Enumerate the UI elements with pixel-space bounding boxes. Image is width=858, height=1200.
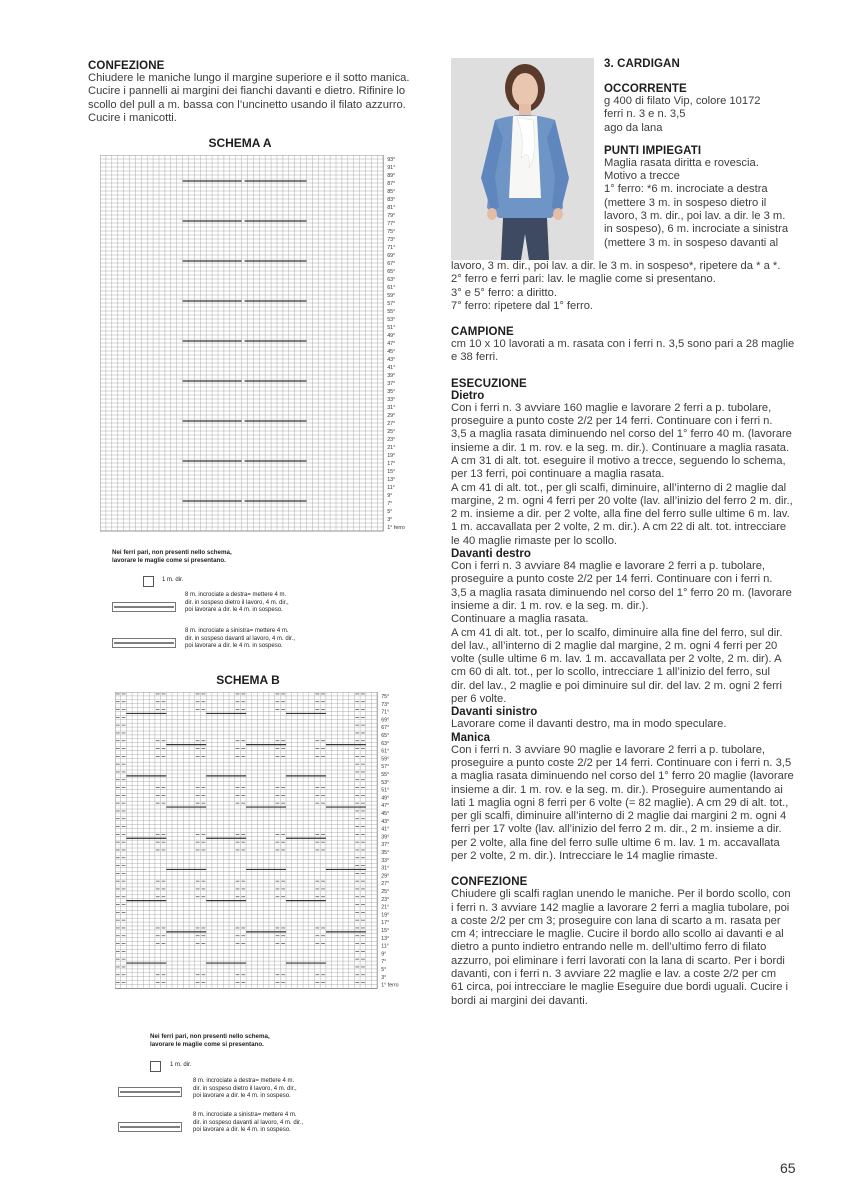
row-label: 65° <box>381 733 390 739</box>
row-label: 19° <box>387 453 396 459</box>
text-line: azzurro, poi eliminare i ferri lavorati con la lana di scarto. Per i bordi <box>451 954 785 967</box>
text-line: A cm 31 di alt. tot. eseguire il motivo a trecce, seguendo lo schema, <box>451 454 786 467</box>
row-label: 39° <box>381 834 390 841</box>
row-label: 11° <box>381 943 389 950</box>
text-line: dietro a punto indietro entrando nelle m. dell’ultimo ferro di filato <box>451 941 767 954</box>
legend-note: Nei ferri pari, non presenti nello schema, lavorare le maglie come si presentano. <box>150 1033 270 1048</box>
confezione-text <box>88 72 435 125</box>
text-line: a coste 2/2 per cm 3; proseguire con lana di scarto a m. rasata per <box>451 914 781 927</box>
text-line: insieme a dir. 1 m. rov. e la seg. m. dir.). Continuare a maglia rasata. <box>451 441 790 454</box>
manica-heading: Manica <box>451 731 490 744</box>
row-label: 19° <box>381 912 390 919</box>
row-label: 49° <box>387 333 396 339</box>
row-label: 91° <box>387 165 396 171</box>
row-label: 51° <box>387 325 396 331</box>
schema-b-chart <box>115 692 435 1002</box>
text-line: Cucire i manicotti. <box>88 111 177 124</box>
text-line: 3° e 5° ferro: a diritto. <box>451 286 557 299</box>
row-label: 41° <box>381 826 390 833</box>
row-label: 45° <box>381 811 390 817</box>
text-line: 61 circa, poi intrecciare le maglie Eseguire due bordi uguali. Cucire i <box>451 981 789 994</box>
text-line: (mettere 3 m. in sospeso dietro il <box>604 196 767 209</box>
text-line: Chiudere gli scalfi raglan unendo le maniche. Per il bordo scollo, con <box>451 888 791 901</box>
row-label: 49° <box>381 795 390 802</box>
text-line: lati 1 maglia ogni 8 ferri per 6 volte (= 82 maglie). A cm 29 di alt. tot., <box>451 796 789 809</box>
legend-key-3: 8 m. incrociate a sinistra= mettere 4 m. dir. in sospeso davanti al lavoro, 4 m. dir., poi lavorare a dir. le 4 m. in sospeso. <box>185 628 296 650</box>
row-label: 31° <box>387 405 396 411</box>
text-line: in sospeso), 6 m. incrociate a sinistra <box>604 223 789 236</box>
row-label: 65° <box>387 269 396 275</box>
row-label: 23° <box>381 896 390 903</box>
row-label: 83° <box>387 197 396 203</box>
right-cross-symbol <box>118 1087 182 1097</box>
row-label: 25° <box>381 889 390 895</box>
row-label: 17° <box>387 461 396 467</box>
row-label: 85° <box>387 189 396 195</box>
row-label: 59° <box>387 293 396 299</box>
section-heading: CONFEZIONE <box>88 60 165 72</box>
row-label: 73° <box>381 701 390 708</box>
text-line: scollo del pull a m. bassa con l’uncinetto usando il filato azzurro. <box>88 98 406 111</box>
legend-key-2: 8 m. incrociate a destra= mettere 4 m. dir. in sospeso dietro il lavoro, 4 m. dir., poi lavorare a dir. le 4 m. in sospeso. <box>185 592 289 614</box>
row-label: 75° <box>387 229 396 235</box>
legend-key-1: 1 m. dir. <box>162 577 184 583</box>
row-label: 61° <box>387 285 396 291</box>
text-line: per 13 ferri, poi continuare a maglia rasata. <box>451 468 665 481</box>
left-cross-symbol <box>112 638 176 648</box>
pattern-title: 3. CARDIGAN <box>604 58 680 70</box>
row-label: 87° <box>387 181 396 187</box>
occorrente-text <box>604 95 800 135</box>
left-cross-symbol <box>118 1122 182 1132</box>
text-line: (mettere 3 m. in sospeso davanti al <box>604 236 779 249</box>
davanti-destro-text <box>451 560 799 706</box>
row-label: 35° <box>387 389 396 395</box>
punti-text <box>604 157 800 250</box>
schema-b-title: SCHEMA B <box>216 673 280 687</box>
text-line: le 40 maglie rimaste per lo scollo. <box>451 534 618 547</box>
row-label: 55° <box>387 309 396 315</box>
text-line: proseguire a punto coste 2/2 per 14 ferri. Continuare con i ferri n. 3,5 <box>451 756 792 769</box>
dietro-heading: Dietro <box>451 389 485 402</box>
knit-stitch-symbol <box>150 1061 161 1072</box>
text-line: 2 m. insieme a dir. per 2 volte, alla fine del ferro sulle ultime 6 m. lav. <box>451 508 790 521</box>
text-line: lavoro, 3 m. dir., poi lav. a dir. le 3 m. in sospeso*, ripetere da * a *. <box>451 260 781 272</box>
row-label: 5° <box>381 967 387 973</box>
row-label: 63° <box>387 277 396 283</box>
row-label: 69° <box>387 253 396 259</box>
legend-key-3: 8 m. incrociate a sinistra= mettere 4 m. dir. in sospeso davanti al lavoro, 4 m. dir., poi lavorare a dir. le 4 m. in sospeso. <box>193 1112 304 1134</box>
text-line: margine, 2 m. ogni 4 ferri per 20 volte (lav. all’inizio del ferro 2 m. dir., <box>451 494 793 507</box>
row-label: 27° <box>387 421 396 427</box>
right-cross-symbol <box>112 602 176 612</box>
row-label: 61° <box>381 748 390 755</box>
row-label: 25° <box>387 429 396 435</box>
row-label: 21° <box>387 445 396 451</box>
row-label: 55° <box>381 772 390 778</box>
text-line: 1 m. accavallata per 2 volte, 2 m. dir.). A cm 22 di alt. tot. intrecciare <box>451 521 787 534</box>
text-line: cm 4; intrecciare le maglie. Cucire il bordo allo scollo ai davanti e al <box>451 928 784 941</box>
text-line: bordi ai margini dei davanti. <box>451 994 588 1007</box>
text-line: Motivo a trecce <box>604 170 680 183</box>
punti-heading: PUNTI IMPIEGATI <box>604 144 702 157</box>
model-photo <box>451 58 594 260</box>
row-label: 51° <box>381 787 390 794</box>
text-line: lavoro, 3 m. dir., poi lav. a dir. le 3 m. <box>604 210 786 223</box>
text-line: A cm 41 di alt. tot., per lo scalfo, diminuire alla fine del ferro, sul dir. <box>451 626 783 639</box>
legend-key-2: 8 m. incrociate a destra= mettere 4 m. dir. in sospeso dietro il lavoro, 4 m. dir., poi lavorare a dir. le 4 m. in sospeso. <box>193 1078 297 1100</box>
text-line: 3,5 a maglia rasata diminuendo nel corso del 1° ferro 20 m. (lavorare <box>451 586 792 599</box>
row-label: 47° <box>387 341 396 347</box>
row-label: 43° <box>387 357 396 363</box>
row-label: 53° <box>381 779 390 786</box>
row-label: 41° <box>387 365 396 371</box>
text-line: 2° ferro e ferri pari: lav. le maglie come si presentano. <box>451 273 716 286</box>
cardigan-header <box>604 58 800 250</box>
row-label: 29° <box>387 413 396 419</box>
row-label: 45° <box>387 349 396 355</box>
row-label: 43° <box>381 818 390 825</box>
text-line: per gli scalfi, diminuire all’interno di 2 maglie dai margini 2 m. ogni 4 <box>451 810 787 823</box>
row-label: 13° <box>381 935 390 942</box>
text-line: volte (sulle ultime 6 m. lav. 1 m. accavallata per 2 volte, 2 m. dir). A <box>451 653 782 666</box>
row-label: 57° <box>381 764 390 771</box>
text-line: cm 10 x 10 lavorati a m. rasata con i ferri n. 3,5 sono pari a 28 maglie <box>451 338 795 351</box>
text-line: Con i ferri n. 3 avviare 90 maglie e lavorare 2 ferri a p. tubolare, <box>451 743 766 756</box>
row-label: 33° <box>387 397 396 403</box>
row-label: 27° <box>381 881 390 888</box>
row-label: 15° <box>387 469 396 475</box>
row-label: 1° ferro <box>381 982 399 989</box>
text-line: Maglia rasata diritta e rovescia. <box>604 156 759 169</box>
row-label: 5° <box>387 509 393 515</box>
knit-stitch-symbol <box>143 576 154 587</box>
davanti-destro-heading: Davanti destro <box>451 548 531 561</box>
text-line: per 2 volte, 2 m. dir.). Intrecciare le 14 maglie rimaste. <box>451 849 718 862</box>
text-line: dir. del lav., 2 maglie e poi diminuire sul dir. del lav. 2 m. ogni 2 ferri <box>451 679 783 692</box>
row-label: 3° <box>381 974 387 981</box>
row-label: 59° <box>381 756 390 763</box>
row-label: 39° <box>387 373 396 379</box>
text-line: per 6 volte. <box>451 693 507 706</box>
text-line: ago da lana <box>604 121 663 134</box>
text-line: Continuare a maglia rasata. <box>451 613 589 626</box>
text-line: ferri per 17 volte (lav. all’inizio del ferro 2 m. dir., 2 m. insieme a dir. <box>451 823 782 836</box>
row-label: 63° <box>381 740 390 747</box>
row-label: 71° <box>387 245 396 251</box>
row-label: 9° <box>381 951 387 958</box>
text-line: insieme a dir. 1 m. rov. e la seg. m. dir.). <box>451 599 649 612</box>
row-label: 89° <box>387 173 396 179</box>
row-label: 73° <box>387 237 396 243</box>
text-line: Lavorare come il davanti destro, ma in modo speculare. <box>451 718 727 731</box>
text-line: e 38 ferri. <box>451 351 499 364</box>
row-label: 29° <box>381 873 390 880</box>
text-line: A cm 41 di alt. tot., per gli scalfi, diminuire, all’interno di 2 maglie dal <box>451 481 787 494</box>
punti-text-cont <box>451 260 799 313</box>
davanti-sinistro-heading: Davanti sinistro <box>451 706 538 719</box>
row-label: 1° ferro <box>387 525 405 531</box>
campione-text <box>451 338 799 365</box>
page-number: 65 <box>780 1160 796 1176</box>
text-line: proseguire a punto coste 2/2 per 14 ferri. Continuare con i ferri n. <box>451 573 773 586</box>
row-label: 7° <box>381 959 387 966</box>
row-label: 71° <box>381 709 390 716</box>
esecuzione-heading: ESECUZIONE <box>451 377 527 390</box>
row-label: 17° <box>381 920 390 927</box>
text-line: proseguire a punto coste 2/2 per 14 ferri. Continuare con i ferri n. <box>451 415 773 428</box>
text-line: 1° ferro: *6 m. incrociate a destra <box>604 183 768 196</box>
confezione-heading: CONFEZIONE <box>451 876 528 889</box>
occorrente-heading: OCCORRENTE <box>604 83 687 95</box>
row-label: 15° <box>381 928 390 934</box>
text-line: per 2 volte, alla fine del ferro sulle ultime 6 m. lav. 1 m. accavallata <box>451 836 780 849</box>
row-label: 47° <box>381 803 390 810</box>
text-line: i ferri n. 3 avviare 142 maglie a lavorare 2 ferri a maglia tubolare, poi <box>451 901 790 914</box>
confezione-text <box>451 888 799 1008</box>
text-line: 7° ferro: ripetere dal 1° ferro. <box>451 299 594 312</box>
text-line: g 400 di filato Vip, colore 10172 <box>604 95 761 107</box>
row-label: 93° <box>387 157 396 163</box>
row-label: 37° <box>381 842 390 849</box>
row-label: 57° <box>387 301 396 307</box>
cardigan-body <box>451 260 799 1008</box>
row-label: 75° <box>381 694 390 700</box>
row-label: 21° <box>381 904 390 911</box>
row-label: 67° <box>381 725 390 732</box>
schema-a-legend <box>112 549 412 565</box>
legend-note: Nei ferri pari, non presenti nello schema, lavorare le maglie come si presentano. <box>112 549 232 564</box>
text-line: 3,5 a maglia rasata diminuendo nel corso del 1° ferro 40 m. (lavorare <box>451 428 792 441</box>
manica-text <box>451 744 799 864</box>
row-label: 81° <box>387 205 396 211</box>
text-line: del lav., all’interno di 2 maglie dal margine, 2 m. ogni 4 ferri per 20 <box>451 639 778 652</box>
row-label: 67° <box>387 261 396 267</box>
schema-b-legend <box>150 1033 450 1049</box>
row-label: 23° <box>387 437 396 443</box>
text-line: Con i ferri n. 3 avviare 84 maglie e lavorare 2 ferri a p. tubolare, <box>451 560 766 573</box>
text-line: Cucire i pannelli ai margini dei fianchi davanti e dietro. Rifinire lo <box>88 85 406 98</box>
campione-heading: CAMPIONE <box>451 326 514 339</box>
schema-a-chart <box>100 155 430 540</box>
dietro-text <box>451 402 799 548</box>
legend-key-1: 1 m. dir. <box>170 1062 192 1068</box>
row-label: 35° <box>381 850 390 856</box>
row-label: 9° <box>387 493 393 499</box>
row-label: 77° <box>387 221 396 227</box>
schema-a-title: SCHEMA A <box>208 136 272 150</box>
row-label: 7° <box>387 501 393 507</box>
row-label: 11° <box>387 485 395 491</box>
text-line: insieme a dir. 1 m. rov. e la seg. m. dir.). Proseguire aumentando ai <box>451 783 783 796</box>
cardigan-model-image <box>451 58 594 260</box>
text-line: a maglia rasata diminuendo nel corso del 1° ferro 20 maglie (lavorare <box>451 770 794 783</box>
text-line: Chiudere le maniche lungo il margine superiore e il sotto manica. <box>88 72 410 84</box>
row-label: 13° <box>387 477 396 483</box>
text-line: ferri n. 3 e n. 3,5 <box>604 108 686 121</box>
text-line: davanti, con i ferri n. 3 avviare 22 maglie e lav. a coste 2/2 per cm <box>451 968 777 981</box>
row-label: 37° <box>387 381 396 387</box>
row-label: 3° <box>387 517 393 523</box>
row-label: 79° <box>387 213 396 219</box>
davanti-sinistro-text <box>451 718 799 731</box>
confezione-section-left <box>88 60 435 125</box>
row-label: 33° <box>381 857 390 864</box>
row-label: 69° <box>381 717 390 724</box>
text-line: Con i ferri n. 3 avviare 160 maglie e lavorare 2 ferri a p. tubolare, <box>451 401 772 414</box>
row-label: 31° <box>381 865 390 872</box>
row-label: 53° <box>387 317 396 323</box>
text-line: cm 60 di alt. tot., per lo scollo, intrecciare 1 all’inizio del ferro, sul <box>451 666 770 679</box>
